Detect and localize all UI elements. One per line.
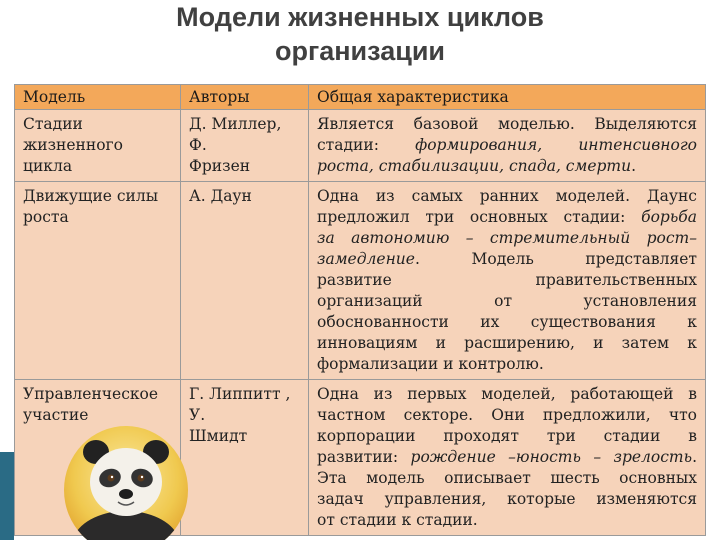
header-description: Общая характеристика (309, 85, 706, 110)
slide-title-line-1: Модели жизненных циклов (176, 2, 544, 32)
description-line (317, 510, 697, 531)
table-header-row (15, 85, 706, 110)
description-text: стадии: (317, 136, 416, 154)
description-line (317, 426, 697, 447)
description-line (317, 186, 697, 207)
description-line (317, 333, 697, 354)
header-model: Модель (15, 85, 181, 110)
authors-line: А. Даун (189, 187, 252, 205)
table-row (15, 110, 706, 182)
description-text: от стадии к стадии. (317, 511, 478, 529)
description-line (317, 354, 697, 375)
description-line (317, 207, 697, 228)
model-name-line: Стадии (23, 115, 83, 133)
authors-line: Г. Липпитт , У. (189, 385, 291, 424)
description-line (317, 468, 697, 489)
description-text: развитии: (317, 448, 411, 466)
panda-image (62, 424, 190, 540)
description-text: организаций от установления (317, 292, 697, 310)
description-line (317, 489, 697, 510)
description-line (317, 156, 697, 177)
model-name-line: участие (23, 406, 89, 424)
emphasis-text: борьба (641, 208, 697, 226)
description-line (317, 384, 697, 405)
description-line (317, 447, 697, 468)
authors-line: Шмидт (189, 427, 248, 445)
emphasis-text: за автономию – стремительный рост– (317, 229, 697, 247)
description-line (317, 291, 697, 312)
description-line (317, 270, 697, 291)
description-text: . Модель представляет (414, 250, 697, 268)
panda-avatar (62, 424, 190, 540)
description-text: Одна из первых моделей, работающей в (317, 385, 697, 403)
description-line (317, 228, 697, 249)
description-line (317, 405, 697, 426)
cell-authors (181, 380, 309, 536)
description-text: формализации и контролю. (317, 355, 544, 373)
description-text: Является базовой моделью. Выделяются (317, 115, 697, 133)
description-text: обоснованности их существования к (317, 313, 697, 331)
authors-line: Фризен (189, 157, 251, 175)
cell-authors (181, 182, 309, 380)
cell-model (15, 182, 181, 380)
cell-description (309, 110, 706, 182)
cell-description (309, 182, 706, 380)
description-text: частном секторе. Они предложили, что (317, 406, 697, 424)
emphasis-text: рождение –юность – зрелость (410, 448, 693, 466)
table-row (15, 182, 706, 380)
cell-model (15, 110, 181, 182)
cell-description (309, 380, 706, 536)
model-name-line: Движущие силы (23, 187, 159, 205)
emphasis-text: роста, стабилизации, спада, смерти (317, 157, 632, 175)
model-name-line: Управленческое (23, 385, 159, 403)
cell-authors (181, 110, 309, 182)
description-text: Эта модель описывает шесть основных (317, 469, 697, 487)
emphasis-text: замедление (317, 250, 415, 268)
description-text: . (692, 448, 698, 466)
description-text: корпорации проходят три стадии в (317, 427, 697, 445)
description-line (317, 114, 697, 135)
header-authors: Авторы (181, 85, 309, 110)
description-line (317, 312, 697, 333)
description-text: предложил три основных стадии: (317, 208, 642, 226)
emphasis-text: формирования, интенсивного (415, 136, 697, 154)
model-name-line: жизненного цикла (23, 136, 123, 175)
description-text: развитие правительственных (317, 271, 697, 289)
authors-line: Д. Миллер, Ф. (189, 115, 282, 154)
model-name-line: роста (23, 208, 69, 226)
slide-title-line-2: организации (274, 36, 446, 66)
slide-title (0, 0, 720, 68)
description-text: инновациям и расширению, и затем к (317, 334, 697, 352)
description-text: задач управления, которые изменяются (317, 490, 697, 508)
description-line (317, 135, 697, 156)
decorative-side-bar (0, 452, 14, 540)
description-text: . (631, 157, 637, 175)
description-line (317, 249, 697, 270)
description-text: Одна из самых ранних моделей. Даунс (317, 187, 697, 205)
